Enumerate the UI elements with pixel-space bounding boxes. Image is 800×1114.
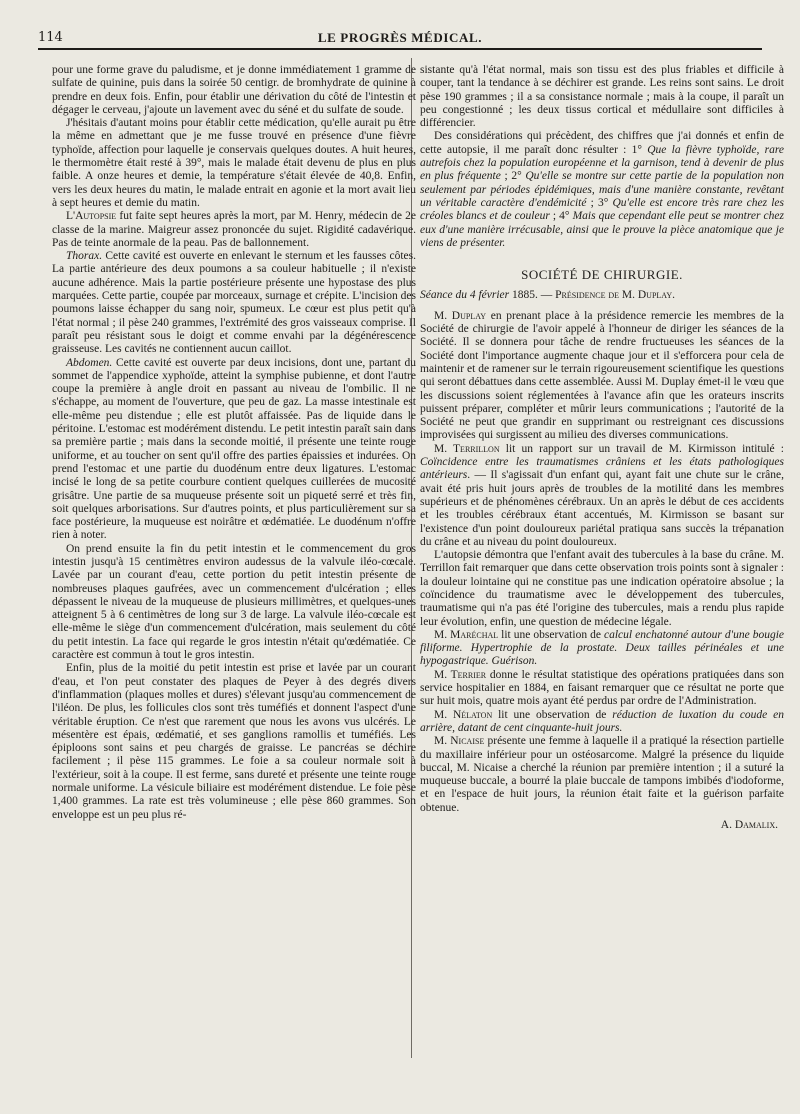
page-number: 114 [38,30,63,45]
paragraph: sistante qu'à l'état normal, mais son tissu est des plus friables et difficile à couper, tant la tendance à se déchirer est grande. Les reins sont sains. Le droit pèse 190 grammes ; il a sa consistance normale ; mais à la coupe, il paraît un peu congestionné ; les deux tissus cortical et médullaire sont difficiles à différencier. [420,64,784,130]
paragraph-terrillon: M. Terrillon lit un rapport sur un travail de M. Kirmisson intitulé : Coïncidence entre les traumatismes crâniens et les états pathologiques antérieurs. — Il s'agissait d'un enfant qui, ayant fait une chute sur le crâne, avait été pris huit jours après de troubles de la motilité dans les membres supérieurs et de phénomènes cérébraux. Un an après le début de ces accidents et les troubles cérébraux étant accentués, M. Kirmisson se basant sur l'existence d'un point douloureux pariétal pratiqua sans succès la trépanation du crâne et au niveau du point douloureux. [420,442,784,548]
paragraph: L'autopsie démontra que l'enfant avait des tubercules à la base du crâne. M. Terrillon fait remarquer que dans cette observation trois points sont à signaler : la douleur lointaine qui ne constitue pas une indication opératoire absolue ; la coïncidence du traumatisme avec le développement des tubercules, traumatisme qui n'a pas été l'origine des tubercules, mais a rendu plus rapide leur évolution, enfin, une question de médecine légale. [420,549,784,628]
paragraph: J'hésitais d'autant moins pour établir cette médication, qu'elle aurait pu être la même en admettant que je me fusse trouvé en présence d'une fièvre typhoïde, affection pour laquelle je conservais quelques doutes. A huit heures, le thermomètre était resté à 39°, mais le malade était devenu de plus en plus faible. A onze heures et demie, la température s'était élevée de 40,8. Enfin, vers les deux heures du matin, le malade entrait en agonie et la mort avait lieu à sept heures et demie du matin. [52,117,416,209]
paragraph: Enfin, plus de la moitié du petit intestin est prise et lavée par un courant d'eau, et l'on peut constater des plaques de Peyer à des degrés divers d'inflammation (plaques molles et dures) s'élevant jusqu'au commencement de l'iléon. De plus, les follicules clos sont très tuméfiés et donnent l'aspect d'une véritable éruption. Ce n'est que rarement que nous les avons vus ulcérés. Le mésentère est épais, œdématié, et ses ganglions ramollis et tuméfiés. Les épiploons sont sains et peu chargés de graisse. Le pancréas se déchire facilement ; il pèse 115 grammes. Le foie a sa couleur normale soit à l'extérieur, soit à la coupe. Il est ferme, sans dureté et présente une teinte rouge normale uniforme. La vésicule biliaire est modérément distendue. Le foie pèse 1,400 grammes. La rate est très volumineuse ; elle pèse 860 grammes. Son enveloppe est un peu plus ré- [52,662,416,821]
left-column [52,64,416,822]
paragraph: pour une forme grave du paludisme, et je donne immédiatement 1 gramme de sulfate de quinine, puis dans la soirée 50 centigr. de bromhydrate de quinine à prendre en deux fois. Enfin, pour établir une dérivation du côté de l'intestin et dégager le cerveau, j'ajoute un lavement avec du séné et du sulfate de soude. [52,64,416,116]
seance-line: Séance du 4 février 1885. — Présidence de M. Duplay. [420,289,675,302]
run-in-heading: Abdomen. [66,356,113,369]
right-column [420,64,784,832]
run-in-heading: L'Autopsie [66,210,117,223]
paragraph-conclusions: Des considérations qui précèdent, des chiffres que j'ai donnés et enfin de cette autopsie, il me paraît donc résulter : 1° Que la fièvre typhoïde, rare autrefois chez la population européenne et la garnison, tend à devenir de plus en plus fréquente ; 2° Qu'elle se montre sur cette partie de la population non seulement par périodes épidémiques, mais d'une manière constante, revêtant un véritable caractère d'endémicité ; 3° Qu'elle est encore très rare chez les créoles blancs et de couleur ; 4° Mais que cependant elle peut se montrer chez eux d'une manière irrécusable, ainsi que le prouve la pièce anatomique que je viens de présenter. [420,130,784,249]
signature: A. Damalix. [720,819,778,832]
header-rule [38,48,762,50]
paragraph-nelaton: M. Nélaton lit une observation de réduction de luxation du coude en arrière, datant de cent cinquante-huit jours. [420,708,784,734]
paragraph-nicaise: M. Nicaise présente une femme à laquelle il a pratiqué la résection partielle du maxillaire inférieur pour un ostéosarcome. Malgré la présence du liquide buccal, M. Nicaise a cherché la réunion par première intention ; il a suturé la muqueuse buccale, a bourré la plaie buccale de tampons imbibés d'iodoforme, et en l'espace de huit jours, la réunion était faite et la guérison parfaite obtenue. [420,735,785,814]
paragraph-thorax: Thorax. Cette cavité est ouverte en enlevant le sternum et les fausses côtes. La partie antérieure des deux poumons a sa couleur habituelle ; il n'existe aucune adhérence. Mais la partie postérieure présente une hypostase des plus marquées. Cette partie, coupée par morceaux, surnage et crépite. L'incision des poumons laisse échapper du sang noir, spumeux. Le cœur est plus petit qu'à l'état normal ; il pèse 240 grammes, l'extrémité des gros vaisseaux comprise. Il paraît peu résistant sous le doigt et comme envahi par la dégénérescence graisseuse. Les cavités ne contiennent aucun caillot. [52,250,416,356]
paragraph-autopsie: L'Autopsie fut faite sept heures après la mort, par M. Henry, médecin de 2e classe de la marine. Maigreur assez prononcée du sujet. Rigidité cadavérique. Pas de teinte anormale de la peau. Pas de ballonnement. [52,210,416,249]
run-in-heading: Thorax. [66,250,103,263]
running-title: LE PROGRÈS MÉDICAL. [317,30,483,45]
section-title: SOCIÉTÉ DE CHIRURGIE. [521,267,683,283]
paragraph-terrier: M. Terrier donne le résultat statistique des opérations pratiquées dans son service hospitalier en 1884, en faisant remarquer que ce résultat ne porte que sur huit mois, quatre mois ayant été perdus par ordre de l'Administration. [420,668,784,708]
paragraph-abdomen: Abdomen. Cette cavité est ouverte par deux incisions, dont une, partant du sommet de l'appendice xyphoïde, atteint la symphise pubienne, et dont l'autre coupe la première à angle droit en passant au niveau de l'ombilic. Il ne s'échappe, au moment de l'ouverture, que peu de gaz. La masse intestinale est elle-même peu distendue ; elle est plutôt affaissée. Pas de liquide dans le péritoine. L'estomac est modérément distendu. Le petit intestin paraît sain dans sa première partie ; mais dans la seconde moitié, il présente une teinte rouge uniforme, et au toucher on sent qu'il offre des parties épaissies et indurées. On prend l'estomac et une partie du duodénum entre deux ligatures. L'estomac incisé le long de sa petite courbure contient quelques cuillerées de mucosité grisâtre. Une partie de sa muqueuse présente soit un piqueté serré et très fin, soit quelques arborisations. Sur d'autres points, et plus particulièrement sur sa face postérieure, la muqueuse est noirâtre et œdématiée. Le duodénum n'offre rien à noter. [52,356,416,542]
page-header [38,30,762,48]
paragraph: On prend ensuite la fin du petit intestin et le commencement du gros intestin jusqu'à 15 centimètres environ audessus de la valvule iléo-cœcale. Lavée par un courant d'eau, cette portion du petit intestin présente de nombreuses plaques gaufrées, avec un commencement d'ulcération ; elles dépassent le niveau de la muqueuse de plusieurs millimètres, et quelques-unes atteignent 5 à 6 centimètres de long sur 3 de large. La valvule iléo-cœcale est elle-même le siège d'un commencement d'ulcération, mais seulement du côté du petit intestin. La face qui regarde le gros intestin n'était qu'œdématiée. Ce caractère est commun à tout le gros intestin. [52,542,416,662]
paragraph-marechal: M. Maréchal lit une observation de calcul enchatonné autour d'une bougie filiforme. Hypertrophie de la prostate. Deux tailles périnéales et une hypogastrique. Guérison. [420,628,785,668]
paragraph-duplay: M. Duplay en prenant place à la présidence remercie les membres de la Société de chirurgie de l'avoir appelé à l'honneur de diriger les séances de la Société. Il se donnera pour tâche de rendre fructueuses les séances de la Société dont l'importance augmente chaque jour et il s'efforcera pour cela de maintenir et de ramener sur le terrain rigoureusement scientifique les questions qui seront débattues dans cette assemblée. Aussi M. Duplay émet-il le vœu que les discussions soient réglementées à l'avance afin que les orateurs inscrits puissent préparer, compléter et mûrir leurs communications ; l'autorité de la Société ne peut que grandir en supprimant ou restreignant ces discussions improvisées qui surgissent au milieu des diverses communications. [420,309,785,442]
